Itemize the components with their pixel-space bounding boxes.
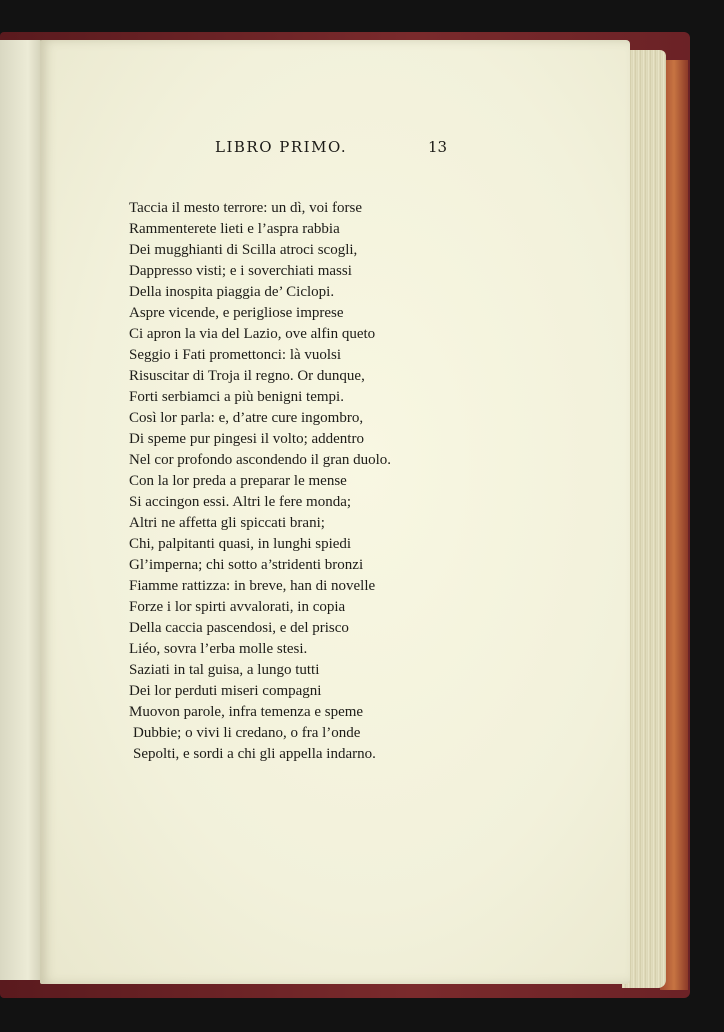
- verse-line: Sepolti, e sordi a chi gli appella indarno.: [133, 746, 376, 762]
- verse-line: Seggio i Fati promettonci: là vuolsi: [129, 347, 342, 363]
- verse-line: Chi, palpitanti quasi, in lunghi spiedi: [129, 536, 352, 552]
- verse-line: Liéo, sovra l’erba molle stesi.: [129, 641, 308, 657]
- verse-line: Aspre vicende, e perigliose imprese: [129, 305, 344, 321]
- verse-line: Altri ne affetta gli spiccati brani;: [129, 515, 325, 531]
- verse-line: Dei mugghianti di Scilla atroci scogli,: [129, 242, 358, 258]
- page-number: 13: [428, 138, 448, 156]
- verse-line: Della inospita piaggia de’ Ciclopi.: [129, 284, 335, 300]
- running-head: [0, 138, 724, 162]
- verse-line: Taccia il mesto terrore: un dì, voi forse: [129, 200, 363, 216]
- verse-line: Risuscitar di Troja il regno. Or dunque,: [129, 368, 365, 384]
- verse-line: Forti serbiamci a più benigni tempi.: [129, 389, 344, 405]
- verse-line: Fiamme rattizza: in breve, han di novelle: [129, 578, 376, 594]
- verse-line: Con la lor preda a preparar le mense: [129, 473, 347, 489]
- verse-line: Muovon parole, infra temenza e speme: [129, 704, 364, 720]
- verse-line: Gl’imperna; chi sotto a’stridenti bronzi: [129, 557, 364, 573]
- verse-line: Dei lor perduti miseri compagni: [129, 683, 322, 699]
- poem-text: [129, 198, 429, 765]
- verse-line: Di speme pur pingesi il volto; addentro: [129, 431, 364, 447]
- verse-line: Della caccia pascendosi, e del prisco: [129, 620, 349, 636]
- running-title: LIBRO PRIMO.: [215, 138, 348, 156]
- verse-line: Ci apron la via del Lazio, ove alfin queto: [129, 326, 376, 342]
- verse-line: Rammenterete lieti e l’aspra rabbia: [129, 221, 340, 237]
- verse-line: Dappresso visti; e i soverchiati massi: [129, 263, 352, 279]
- verse-line: Forze i lor spirti avvalorati, in copia: [129, 599, 346, 615]
- verse-line: Nel cor profondo ascondendo il gran duolo.: [129, 452, 392, 468]
- left-page: [0, 40, 41, 980]
- verse-line: Così lor parla: e, d’atre cure ingombro,: [129, 410, 364, 426]
- verse-line: Saziati in tal guisa, a lungo tutti: [129, 662, 320, 678]
- verse-line: Dubbie; o vivi li credano, o fra l’onde: [133, 725, 361, 741]
- verse-line: Si accingon essi. Altri le fere monda;: [129, 494, 352, 510]
